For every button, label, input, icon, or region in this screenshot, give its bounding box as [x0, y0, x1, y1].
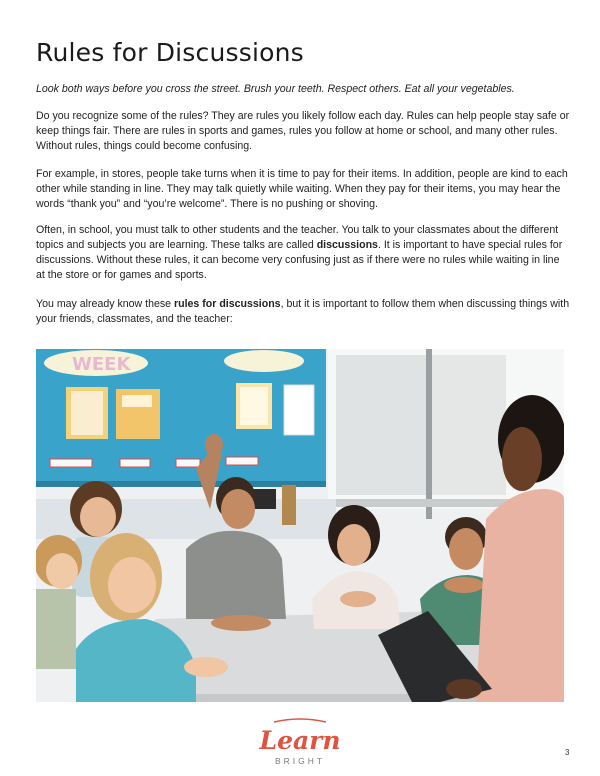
paragraph-discussions [36, 223, 570, 283]
learn-bright-logo [244, 713, 356, 769]
logo-word: Learn [259, 726, 341, 755]
paragraph-stores: For example, in stores, people take turns when it is time to pay for their items. In addition, people are kind to each other while standing in line. They may talk quietly while waiting. When they pay for their items, you may hear the words “thank you” and “you’re welcome”. There is no pushing or shoving. [36, 168, 568, 210]
paragraph-text: , but it is important to follow them when discussing things with your friends, classmates, and the teacher: [36, 298, 570, 325]
bold-term-discussions: discussions [316, 239, 378, 251]
paragraph-text: You may already know these [36, 298, 174, 310]
paragraph-text: Often, in school, you must talk to other students and the teacher. You talk to your classmates about the different topics and subjects you are learning. These talks are called [36, 224, 559, 251]
page-title: Rules for Discussions [36, 38, 304, 67]
board-banner-text: WEEK [72, 354, 131, 375]
logo-graphic [244, 713, 356, 769]
intro-text: Look both ways before you cross the street. Brush your teeth. Respect others. Eat all your vegetables. [36, 83, 515, 95]
classroom-photo [36, 349, 564, 702]
logo-swoosh [274, 719, 326, 722]
paragraph-rules-for-discussions [36, 297, 570, 327]
bold-term-rules: rules for discussions [174, 298, 281, 310]
paragraph-text: . It is important to have special rules for discussions. Without these rules, it can become very confusing just as if there were no rules while waiting in line at the store or for games and sports. [36, 239, 563, 281]
paragraph-rules: Do you recognize some of the rules? They are rules you likely follow each day. Rules can help people stay safe or keep things fair. There are rules in sports and games, rules you follow at home or school, and many other rules. Without rules, things could become confusing. [36, 110, 570, 152]
page-number: 3 [565, 748, 570, 757]
classroom-illustration [36, 349, 564, 702]
logo-subtitle: BRIGHT [274, 756, 326, 766]
